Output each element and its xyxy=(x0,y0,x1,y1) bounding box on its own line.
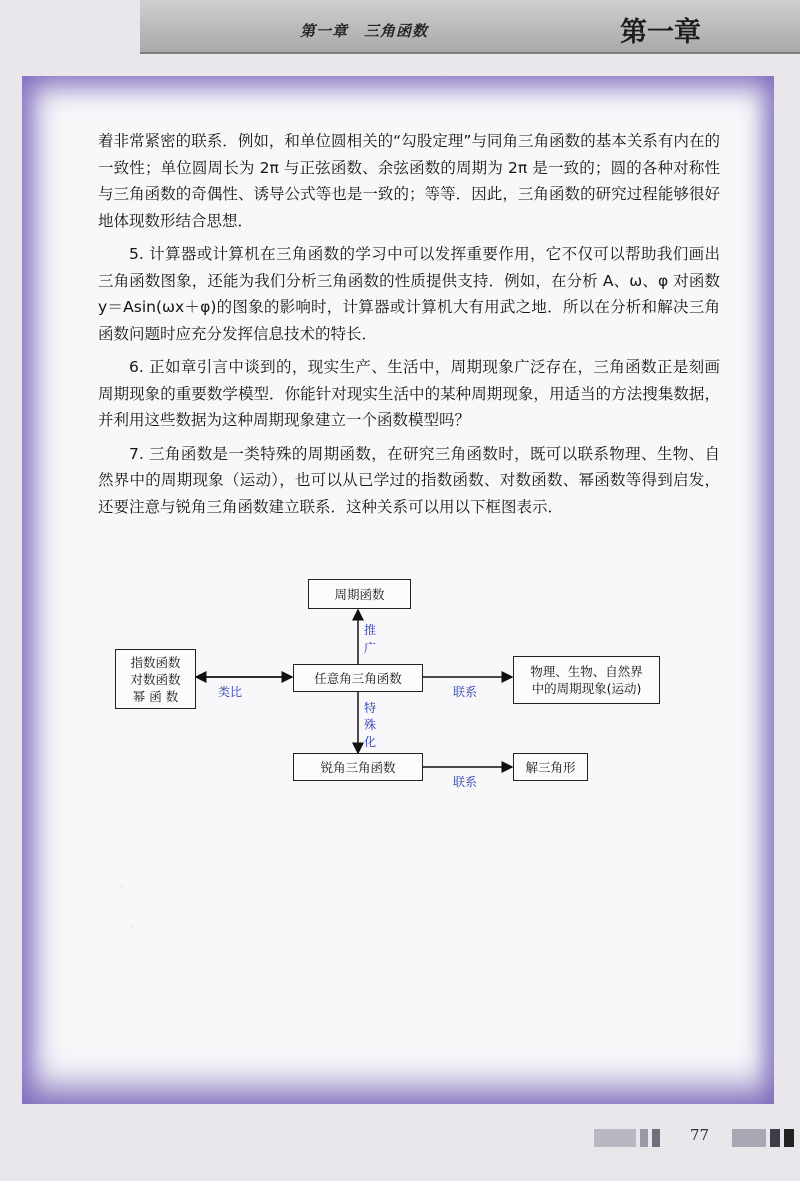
label-special-2: 殊 xyxy=(364,718,377,732)
label-generalize-1: 推 xyxy=(364,623,377,637)
box-acute-angle-trig: 锐角三角函数 xyxy=(293,753,423,781)
label-generalize-2: 广 xyxy=(364,641,377,655)
box-periodic-function: 周期函数 xyxy=(308,579,411,609)
box-any-angle-trig: 任意角三角函数 xyxy=(293,664,423,692)
bleed-through-mark: · xyxy=(120,880,125,895)
paragraph-item-7: 7. 三角函数是一类特殊的周期函数，在研究三角函数时，既可以联系物理、生物、自然界中的周期现象（运动），也可以从已学过的指数函数、对数函数、幂函数等得到启发，还要注意与锐角三角函数建立联系．这种关系可以用以下框图表示． xyxy=(98,444,720,516)
footer-bar xyxy=(732,1129,766,1147)
box-periodic-phenomena xyxy=(513,656,660,704)
page-number: 77 xyxy=(690,1126,710,1144)
box-solve-triangle: 解三角形 xyxy=(513,753,588,781)
label-connect-bottom: 联系 xyxy=(453,775,478,789)
bleed-through-mark: · xyxy=(130,920,135,935)
left-line: 对数函数 xyxy=(130,671,181,687)
paragraph-item-6: 6. 正如章引言中谈到的，现实生产、生活中，周期现象广泛存在，三角函数正是刻画周期现象的重要数学模型．你能针对现实生活中的某种周期现象，用适当的方法搜集数据，并利用这些数据为这种周期现象建立一个函数模型吗？ xyxy=(98,358,720,429)
footer-bar xyxy=(784,1129,794,1147)
footer-bar xyxy=(594,1129,636,1147)
right-line: 中的周期现象(运动) xyxy=(531,681,642,696)
label-special-1: 特 xyxy=(364,701,377,715)
label-special-3: 化 xyxy=(364,735,377,749)
footer-bar xyxy=(652,1129,660,1147)
chapter-tab-label: 第一章 xyxy=(620,17,701,48)
paragraph-item-5: 5. 计算器或计算机在三角函数的学习中可以发挥重要作用，它不仅可以帮助我们画出三角函数图象，还能为我们分析三角函数的性质提供支持．例如，在分析 A、ω、φ 对函数 y＝Asin(ωx＋φ)的图象的影响时，计算器或计算机大有用武之地．所以在分析和解决三角函数问题时应充分发挥信息技术的特长． xyxy=(98,245,720,343)
footer-bar xyxy=(640,1129,648,1147)
bleed-through-mark: · xyxy=(440,70,445,85)
label-connect-top: 联系 xyxy=(453,685,478,699)
chapter-running-title: 第一章 三角函数 xyxy=(300,22,429,40)
left-line: 指数函数 xyxy=(130,654,181,670)
left-line: 幂 函 数 xyxy=(132,688,179,704)
box-elementary-functions xyxy=(115,649,196,709)
label-analogy: 类比 xyxy=(218,685,243,699)
footer-bar xyxy=(770,1129,780,1147)
right-line: 物理、生物、自然界 xyxy=(530,664,643,679)
paragraph-continuation: 着非常紧密的联系．例如，和单位圆相关的“勾股定理”与同角三角函数的基本关系有内在的一致性；单位圆周长为 2π 与正弦函数、余弦函数的周期为 2π 是一致的；圆的各种对称性与三角函数的奇偶性、诱导公式等也是一致的；等等．因此，三角函数的研究过程能够很好地体现数形结合思想． xyxy=(98,132,720,230)
